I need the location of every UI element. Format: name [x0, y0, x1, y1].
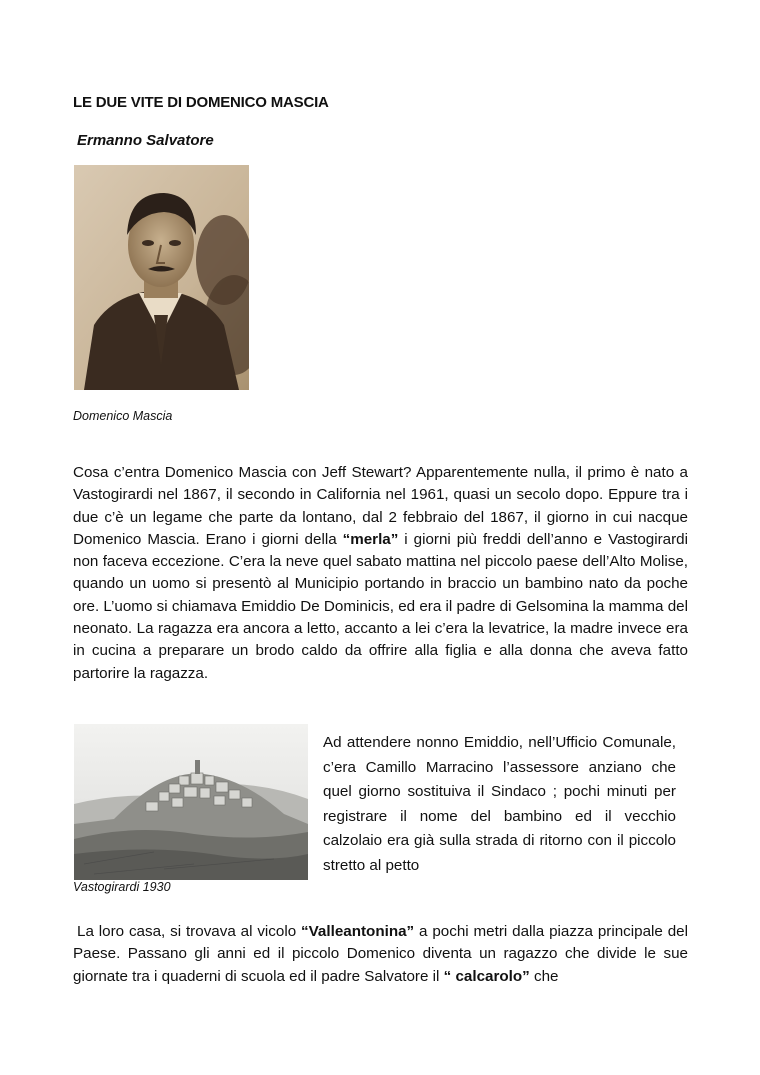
- paragraph-3-bold-calcarolo: “ calcarolo”: [443, 967, 530, 985]
- village-caption: Vastogirardi 1930: [73, 880, 171, 894]
- portrait-caption: Domenico Mascia: [73, 409, 173, 423]
- article-author: Ermanno Salvatore: [77, 132, 214, 149]
- paragraph-3: [73, 921, 688, 988]
- village-photo: [74, 724, 308, 880]
- paragraph-1-text-b: i giorni più freddi dell’anno e Vastogirardi non faceva eccezione. C’era la neve quel sabato mattina nel piccolo paese dell’Alto Molise, quando un uomo si presentò al Municipio portando in braccio un bambino nato da poche ore. L’uomo si chiamava Emiddio De Dominicis, ed era il padre di Gelsomina la mamma del neonato. La ragazza era ancora a letto, accanto a lei c’era la levatrice, la madre invece era in cucina a preparare un brodo caldo da offrire alla figlia e alla donna che aveva fatto partorire la ragazza.: [73, 530, 688, 682]
- paragraph-3-text-b: a pochi metri dalla piazza principale del Paese. Passano gli anni ed il piccolo Domenico diventa un ragazzo che divide le sue giornate tra i quaderni di scuola ed il padre Salvatore il: [73, 923, 688, 985]
- article-title: LE DUE VITE DI DOMENICO MASCIA: [73, 94, 329, 111]
- paragraph-1: [73, 462, 688, 685]
- paragraph-1-bold-merla: “merla”: [342, 530, 399, 548]
- portrait-photo: [74, 165, 249, 390]
- paragraph-1-text-a: Cosa c’entra Domenico Mascia con Jeff Stewart? Apparentemente nulla, il primo è nato a Vastogirardi nel 1867, il secondo in California nel 1961, quasi un secolo dopo. Eppure tra i due c’è un legame che parte da lontano, dal 2 febbraio del 1867, il giorno in cui nacque Domenico Mascia. Erano i giorni della: [73, 464, 688, 548]
- paragraph-3-text-a: La loro casa, si trovava al vicolo: [77, 923, 302, 940]
- paragraph-2: Ad attendere nonno Emiddio, nell’Ufficio Comunale, c’era Camillo Marracino l’assessore anziano che quel giorno sostituiva il Sindaco ; pochi minuti per registrare il nome del bambino ed il vecchio calzolaio era già sulla strada di ritorno con il piccolo stretto al petto: [323, 734, 676, 874]
- paragraph-3-text-c: che: [529, 967, 559, 985]
- paragraph-3-bold-valleantonina: “Valleantonina”: [301, 923, 415, 940]
